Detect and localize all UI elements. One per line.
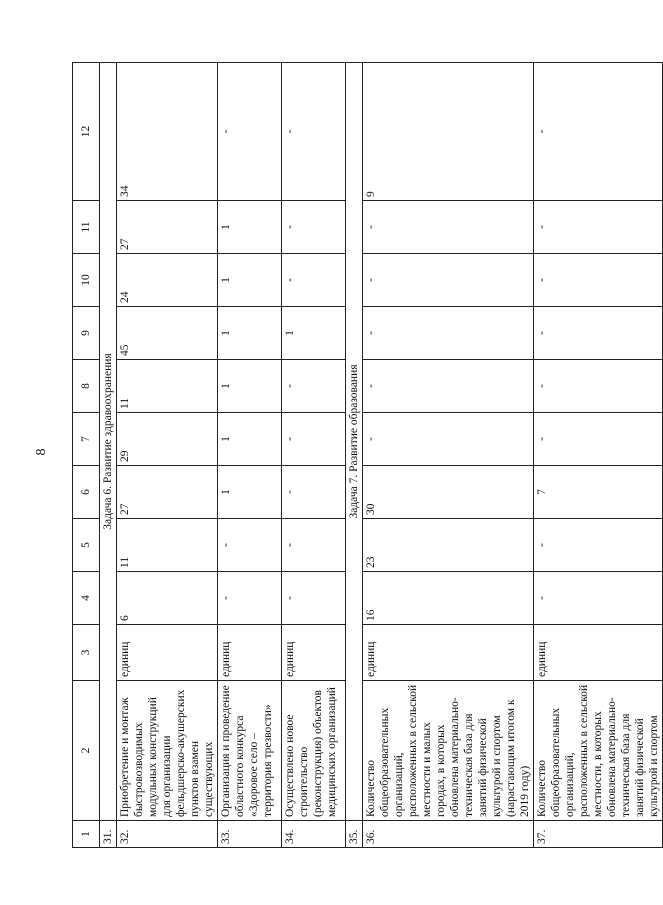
indicators-table (72, 62, 663, 848)
col-header: 10 (73, 254, 100, 307)
col-header: 5 (73, 519, 100, 572)
value-cell: - (282, 63, 346, 201)
value-cell: - (534, 201, 663, 254)
value-cell: - (534, 360, 663, 413)
table-row (363, 63, 534, 848)
row-number: 33. (218, 821, 282, 848)
value-cell: 6 (117, 572, 218, 625)
value-cell: 1 (218, 360, 282, 413)
value-cell: 7 (534, 466, 663, 519)
rotated-table-container (72, 63, 661, 848)
value-cell: 24 (117, 254, 218, 307)
value-cell: - (282, 254, 346, 307)
unit: единиц (363, 625, 534, 681)
value-cell: - (218, 572, 282, 625)
col-header: 3 (73, 625, 100, 681)
value-cell: 27 (117, 201, 218, 254)
value-cell: 1 (218, 201, 282, 254)
value-cell: 1 (218, 307, 282, 360)
value-cell: - (534, 307, 663, 360)
value-cell: 16 (363, 572, 534, 625)
value-cell: - (218, 63, 282, 201)
table-row (282, 63, 346, 848)
row-number: 35. (346, 821, 363, 848)
indicator-name: Количество общеобразовательных организаций, расположенных в сельской местности и малых городах, в которых обновлена материально-техническая база для занятий физической культурой и спортом (нарастающим итогом к 2019 году) (363, 681, 534, 821)
value-cell: - (363, 307, 534, 360)
col-header: 8 (73, 360, 100, 413)
value-cell: 1 (218, 254, 282, 307)
row-number: 31. (100, 821, 117, 848)
row-number: 36. (363, 821, 534, 848)
section-title: Задача 7. Развитие образования (346, 63, 363, 821)
value-cell: - (534, 63, 663, 201)
col-header: 4 (73, 572, 100, 625)
value-cell: 1 (282, 307, 346, 360)
value-cell: - (534, 254, 663, 307)
unit: единиц (534, 625, 663, 681)
unit: единиц (282, 625, 346, 681)
value-cell: - (282, 413, 346, 466)
col-header: 12 (73, 63, 100, 201)
value-cell: - (534, 413, 663, 466)
value-cell: - (363, 201, 534, 254)
value-cell: 34 (117, 63, 218, 201)
value-cell: - (282, 572, 346, 625)
unit: единиц (218, 625, 282, 681)
indicator-name: Организация и проведение областного конкурса «Здоровое село – территория трезвости» (218, 681, 282, 821)
section-row (346, 63, 363, 848)
indicator-name: Приобретение и монтаж быстровозводимых модульных конструкций для организации фельдшерско-акушерских пунктов взамен существующих (117, 681, 218, 821)
value-cell: - (534, 572, 663, 625)
unit: единиц (117, 625, 218, 681)
value-cell: - (363, 413, 534, 466)
row-number: 34. (282, 821, 346, 848)
col-header: 6 (73, 466, 100, 519)
value-cell: - (363, 254, 534, 307)
col-header: 11 (73, 201, 100, 254)
table-row (534, 63, 663, 848)
header-row (73, 63, 100, 848)
row-number: 32. (117, 821, 218, 848)
section-title: Задача 6. Развитие здравоохранения (100, 63, 117, 821)
value-cell: - (218, 519, 282, 572)
col-header: 9 (73, 307, 100, 360)
col-header: 7 (73, 413, 100, 466)
row-number: 37. (534, 821, 663, 848)
value-cell: 1 (218, 466, 282, 519)
value-cell: 9 (363, 63, 534, 201)
col-header: 1 (73, 821, 100, 848)
value-cell: - (282, 201, 346, 254)
value-cell: - (282, 360, 346, 413)
value-cell: 11 (117, 519, 218, 572)
value-cell: - (363, 360, 534, 413)
value-cell: 1 (218, 413, 282, 466)
indicator-name: Количество общеобразовательных организаций, расположенных в сельской местности, в которых обновлена материально-техническая база для занятий физической культурой и спортом (534, 681, 663, 821)
value-cell: - (282, 466, 346, 519)
value-cell: 45 (117, 307, 218, 360)
table-row (218, 63, 282, 848)
table-row (117, 63, 218, 848)
value-cell: 30 (363, 466, 534, 519)
value-cell: 11 (117, 360, 218, 413)
value-cell: - (282, 519, 346, 572)
value-cell: - (534, 519, 663, 572)
value-cell: 29 (117, 413, 218, 466)
col-header: 2 (73, 681, 100, 821)
indicator-name: Осуществлено новое строительство (реконструкция) объектов медицинских организаций (282, 681, 346, 821)
value-cell: 27 (117, 466, 218, 519)
section-row (100, 63, 117, 848)
value-cell: 23 (363, 519, 534, 572)
page-number: 8 (34, 448, 49, 456)
